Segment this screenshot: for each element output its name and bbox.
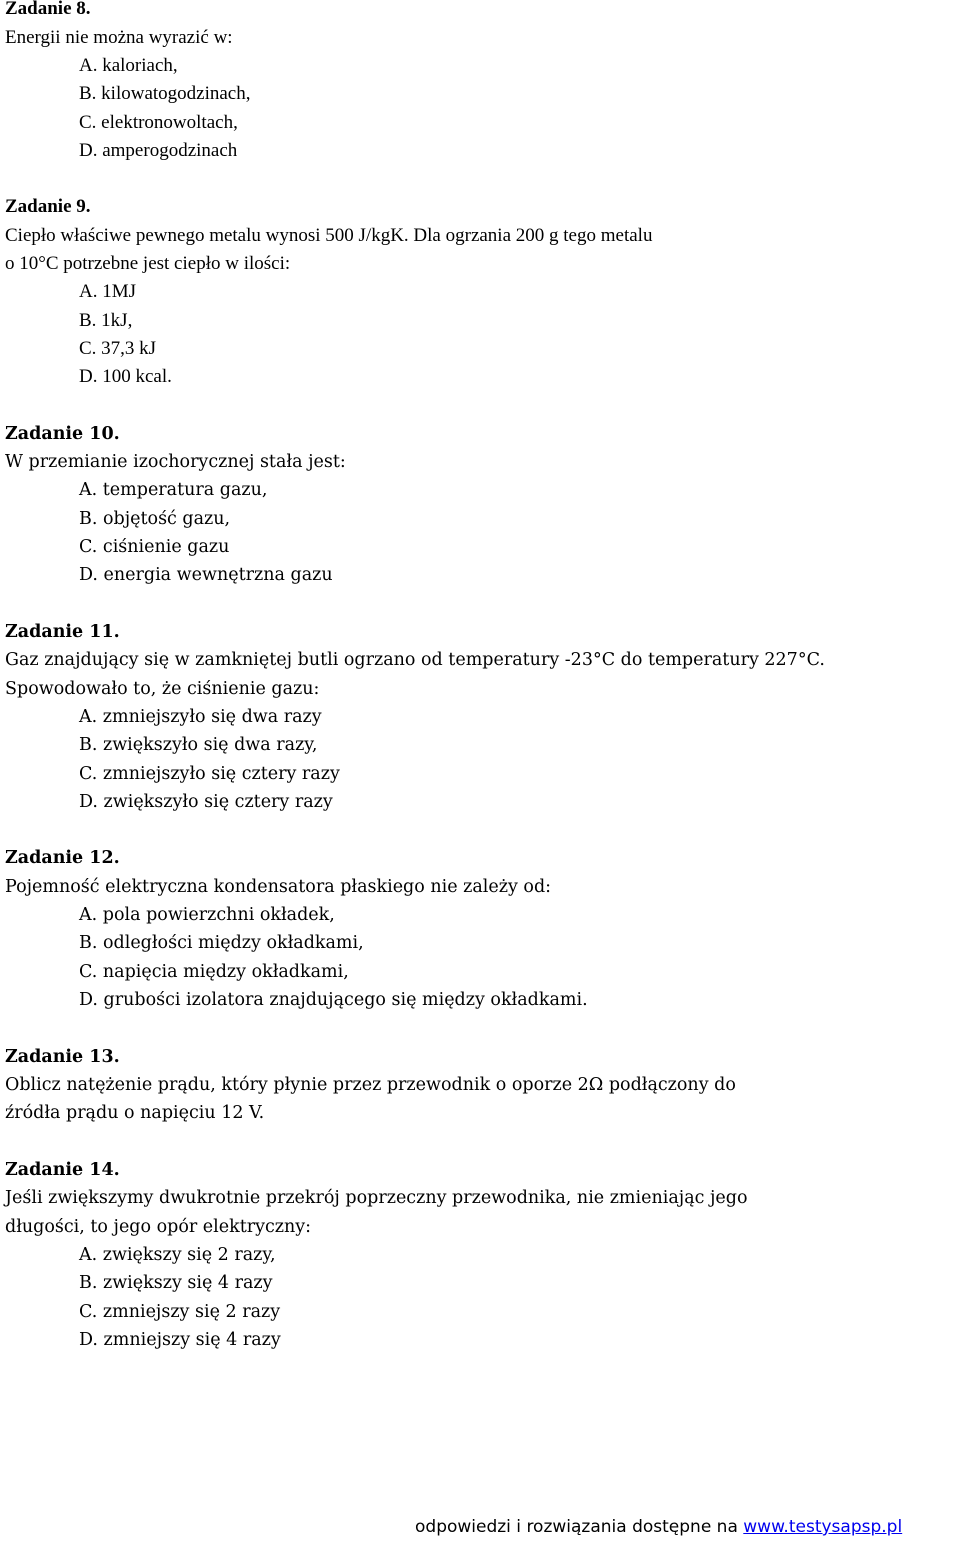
answer-option: C. zmniejszy się 2 razy (79, 1302, 281, 1322)
answer-option: C. ciśnienie gazu (79, 537, 230, 557)
answer-option: B. odległości między okładkami, (79, 933, 364, 953)
answer-option: D. zmniejszy się 4 razy (79, 1330, 281, 1350)
answer-option: D. amperogodzinach (79, 140, 238, 161)
answer-option: A. zwiększy się 2 razy, (79, 1245, 276, 1265)
answer-option: D. energia wewnętrzna gazu (79, 565, 333, 585)
answer-option: D. zwiększyło się cztery razy (79, 792, 333, 812)
answer-option: A. temperatura gazu, (79, 480, 268, 500)
task-question: źródła prądu o napięciu 12 V. (5, 1103, 265, 1123)
task-question: Ciepło właściwe pewnego metalu wynosi 500 J/kgK. Dla ogrzania 200 g tego metalu (5, 225, 653, 246)
task-heading: Zadanie 14. (5, 1160, 120, 1180)
task-question: Energii nie można wyrazić w: (5, 27, 233, 48)
answer-option: B. objętość gazu, (79, 509, 231, 529)
task-heading: Zadanie 8. (5, 0, 91, 19)
task-heading: Zadanie 13. (5, 1047, 120, 1067)
answer-option: D. 100 kcal. (79, 366, 172, 387)
answer-option: B. kilowatogodzinach, (79, 83, 251, 104)
answer-option: A. zmniejszyło się dwa razy (79, 707, 322, 727)
task-question: o 10°C potrzebne jest ciepło w ilości: (5, 253, 291, 274)
answer-option: C. elektronowoltach, (79, 112, 238, 133)
task-heading: Zadanie 11. (5, 622, 120, 642)
answer-option: B. zwiększy się 4 razy (79, 1273, 273, 1293)
answer-option: A. 1MJ (79, 281, 137, 302)
answer-option: C. 37,3 kJ (79, 338, 157, 359)
answer-option: D. grubości izolatora znajdującego się między okładkami. (79, 990, 588, 1010)
task-question: długości, to jego opór elektryczny: (5, 1217, 312, 1237)
task-question: Jeśli zwiększymy dwukrotnie przekrój poprzeczny przewodnika, nie zmieniając jego (5, 1188, 748, 1208)
task-heading: Zadanie 10. (5, 424, 120, 444)
footer-text: odpowiedzi i rozwiązania dostępne na (415, 1517, 744, 1537)
answer-option: C. napięcia między okładkami, (79, 962, 349, 982)
answer-option: A. pola powierzchni okładek, (79, 905, 335, 925)
task-question: Gaz znajdujący się w zamkniętej butli ogrzano od temperatury -23°C do temperatury 227°C. (5, 650, 825, 670)
footer-note (415, 1516, 902, 1538)
task-heading: Zadanie 12. (5, 848, 120, 868)
answer-option: C. zmniejszyło się cztery razy (79, 764, 340, 784)
answer-option: B. zwiększyło się dwa razy, (79, 735, 318, 755)
task-heading: Zadanie 9. (5, 196, 91, 217)
task-question: Pojemność elektryczna kondensatora płaskiego nie zależy od: (5, 877, 552, 897)
task-question: Oblicz natężenie prądu, który płynie przez przewodnik o oporze 2Ω podłączony do (5, 1075, 736, 1095)
answer-option: B. 1kJ, (79, 310, 133, 331)
task-question: W przemianie izochorycznej stała jest: (5, 452, 346, 472)
task-question: Spowodowało to, że ciśnienie gazu: (5, 679, 320, 699)
website-link[interactable]: www.testysapsp.pl (743, 1517, 903, 1537)
answer-option: A. kaloriach, (79, 55, 178, 76)
